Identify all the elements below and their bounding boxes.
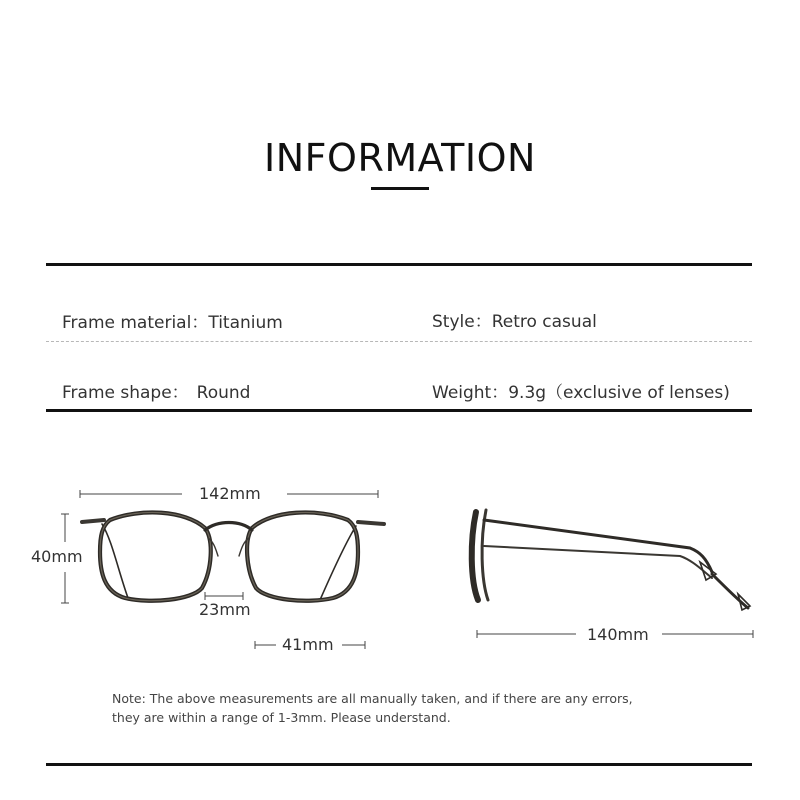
temple-length-label: 140mm (587, 625, 649, 644)
measurement-note-line1: Note: The above measurements are all manually taken, and if there are any errors, (112, 691, 633, 706)
lens-width-label: 41mm (282, 635, 334, 654)
spec-frame-shape-value: Round (196, 383, 251, 403)
measurement-note (112, 689, 712, 727)
spec-style-value: Retro casual (491, 312, 597, 332)
bridge-width-dimension-line (205, 592, 243, 600)
total-width-label: 142mm (199, 484, 261, 503)
spec-frame-material-label: Frame material： (62, 313, 209, 333)
front-view-glasses (82, 512, 384, 600)
spec-frame-material-value: Titanium (208, 313, 283, 333)
page-title: INFORMATION (264, 136, 536, 180)
measurement-note-line2: they are within a range of 1-3mm. Please understand. (112, 710, 451, 725)
lens-height-label: 40mm (31, 547, 83, 566)
spec-frame-shape-label: Frame shape： (62, 383, 189, 403)
side-view-glasses (472, 510, 750, 610)
spec-style-label: Style： (432, 312, 492, 332)
spec-weight-value: 9.3g（exclusive of lenses) (508, 383, 730, 403)
bridge-width-label: 23mm (199, 600, 251, 619)
spec-weight-label: Weight： (432, 383, 509, 403)
